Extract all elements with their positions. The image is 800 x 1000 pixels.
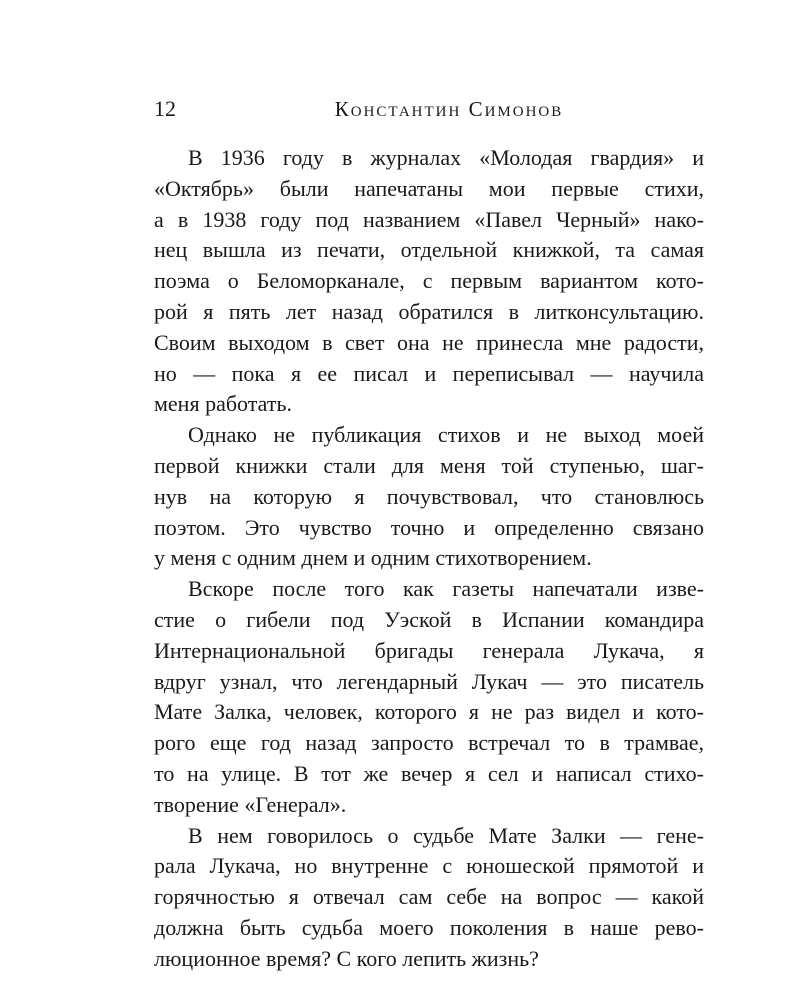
text-line: рала Лукача, но внутренне с юношеской прямотой и <box>154 853 704 879</box>
paragraph <box>154 821 704 975</box>
text-line: рой я пять лет назад обратился в литконсультацию. <box>154 298 704 324</box>
text-line: стие о гибели под Уэской в Испании командира <box>154 606 704 632</box>
text-line: люционное время? С кого лепить жизнь? <box>154 945 539 971</box>
text-line: В 1936 году в журналах «Молодая гвардия» и <box>188 145 704 170</box>
text-line: первой книжки стали для меня той ступенью, шаг- <box>154 452 704 478</box>
page-number: 12 <box>154 96 176 121</box>
text-line: вдруг узнал, что легендарный Лукач — это писатель <box>154 668 704 694</box>
text-line: Интернациональной бригады генерала Лукача, я <box>154 637 704 663</box>
text-line: у меня с одним днем и одним стихотворением. <box>154 545 592 571</box>
text-line: должна быть судьба моего поколения в наше рево- <box>154 914 704 940</box>
text-line: рого еще год назад запросто встречал то в трамвае, <box>154 730 704 756</box>
text-line: Вскоре после того как газеты напечатали изве- <box>188 576 704 602</box>
text-line: то на улице. В тот же вечер я сел и написал стихо- <box>154 760 704 786</box>
running-title: Константин Симонов <box>334 97 564 121</box>
text-line: нув на которую я почувствовал, что становлюсь <box>154 483 704 509</box>
text-line: нец вышла из печати, отдельной книжкой, та самая <box>154 237 704 263</box>
text-line: «Октябрь» были напечатаны мои первые стихи, <box>154 175 704 201</box>
running-header <box>154 94 704 124</box>
text-line: меня работать. <box>154 391 292 417</box>
paragraph <box>154 574 704 820</box>
paragraph <box>154 420 704 574</box>
text-line: Мате Залка, человек, которого я не раз видел и кото- <box>154 699 704 725</box>
text-line: В нем говорилось о судьбе Мате Залки — гене- <box>188 822 704 848</box>
body-text <box>154 143 704 975</box>
text-line: поэма о Беломорканале, с первым вариантом кото- <box>154 268 704 294</box>
text-line: а в 1938 году под названием «Павел Черный» нако- <box>154 206 704 232</box>
text-line: Однако не публикация стихов и не выход моей <box>188 422 704 448</box>
text-line: но — пока я ее писал и переписывал — научила <box>154 360 704 386</box>
text-line: Своим выходом в свет она не принесла мне радости, <box>154 329 704 355</box>
text-line: горячностью я отвечал сам себе на вопрос — какой <box>154 884 704 910</box>
text-line: творение «Генерал». <box>154 791 347 817</box>
text-line: поэтом. Это чувство точно и определенно связано <box>154 514 704 540</box>
paragraph <box>154 143 704 420</box>
